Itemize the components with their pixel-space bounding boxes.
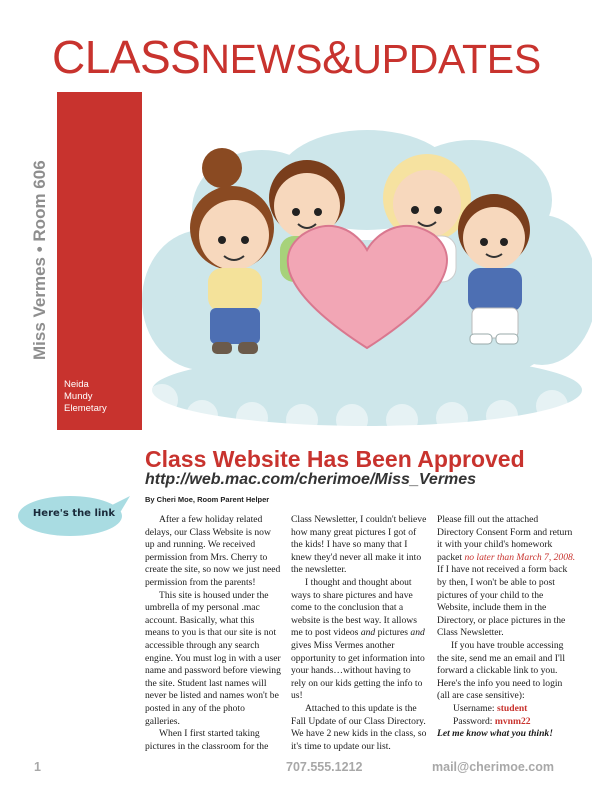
page-number: 1 — [34, 760, 41, 774]
masthead-news: NEWS — [200, 36, 323, 82]
masthead — [52, 31, 592, 83]
paragraph: When I first started taking pictures in the classroom for the — [145, 728, 269, 752]
article-headline: Class Website Has Been Approved — [145, 446, 525, 472]
bubble-label: Here's the link — [32, 508, 116, 519]
paragraph: This site is housed under the umbrella of my personal .mac account. Basically, what this means to you is that our site is not accessible through any search engine. You must log in with a user name and password before viewing the site. Student last names will never be listed and names won't be posted in any of the photo galleries. — [145, 589, 281, 727]
password-label: Password: — [453, 715, 495, 727]
masthead-updates: UPDATES — [352, 36, 541, 82]
paragraph: After a few holiday related delays, our Class Website is now up and running. We received permission from Mrs. Cherry to create the site, so now we just need permission from the parents! — [145, 514, 281, 588]
children-with-heart-illustration — [142, 120, 592, 430]
school-line-3: Elemetary — [64, 402, 107, 414]
masthead-ampersand: & — [322, 31, 353, 83]
school-line-2: Mundy — [64, 390, 93, 402]
italic-run: and — [410, 627, 425, 639]
paragraph: Class Newsletter, I couldn't believe how many great pictures I got of the kids! I have so many that I knew they'd never all make it into the newsletter. — [291, 514, 427, 576]
paragraph: If you have trouble accessing the site, send me an email and I'll forward a clickable link to you. Here's the info you need to login (all are case sensitive): — [437, 639, 566, 702]
username-line — [437, 703, 577, 716]
italic-run: and — [360, 627, 376, 639]
paragraph — [437, 514, 577, 640]
link-callout-bubble — [18, 494, 130, 538]
email-address[interactable]: mail@cherimoe.com — [432, 760, 554, 774]
website-link[interactable]: http://web.mac.com/cherimoe/Miss_Vermes — [145, 471, 477, 488]
text-run: pictures — [375, 627, 411, 639]
deadline-date: no later than March 7, 2008. — [464, 551, 576, 563]
side-title: Miss Vermes • Room 606 — [30, 160, 49, 360]
username-value: student — [496, 702, 528, 714]
article-byline: By Cheri Moe, Room Parent Helper — [145, 495, 270, 504]
text-run: I thought and thought about ways to share pictures and have come to the conclusion that a website is the best way. It allows me to post videos — [291, 576, 417, 639]
text-run: If I have not received a form back by then, I won't be able to post pictures of your child to the Website, include them in the Directory, or place pictures in the Class Newsletter. — [437, 564, 568, 639]
masthead-class: CLASS — [52, 31, 201, 83]
article-column-2 — [291, 514, 427, 753]
phone-number: 707.555.1212 — [286, 760, 363, 774]
article-column-3 — [437, 514, 577, 741]
text-run: Please fill out the attached Directory Consent Form and return it with your child's homework packet — [437, 514, 573, 563]
password-line — [437, 716, 577, 729]
paragraph — [291, 577, 427, 703]
article-column-1 — [145, 514, 281, 753]
username-label: Username: — [453, 702, 497, 714]
text-run: gives Miss Vermes another opportunity to get information into your hands…without having to rely on our kids getting the info to us! — [291, 639, 425, 702]
password-value: mvnm22 — [494, 715, 531, 727]
red-side-panel — [57, 92, 142, 430]
school-line-1: Neida — [64, 379, 89, 390]
school-name — [64, 379, 107, 415]
paragraph: Attached to this update is the Fall Update of our Class Directory. We have 2 new kids in the class, so it's time to update our list. — [291, 702, 427, 752]
closing-line: Let me know what you think! — [437, 728, 553, 740]
